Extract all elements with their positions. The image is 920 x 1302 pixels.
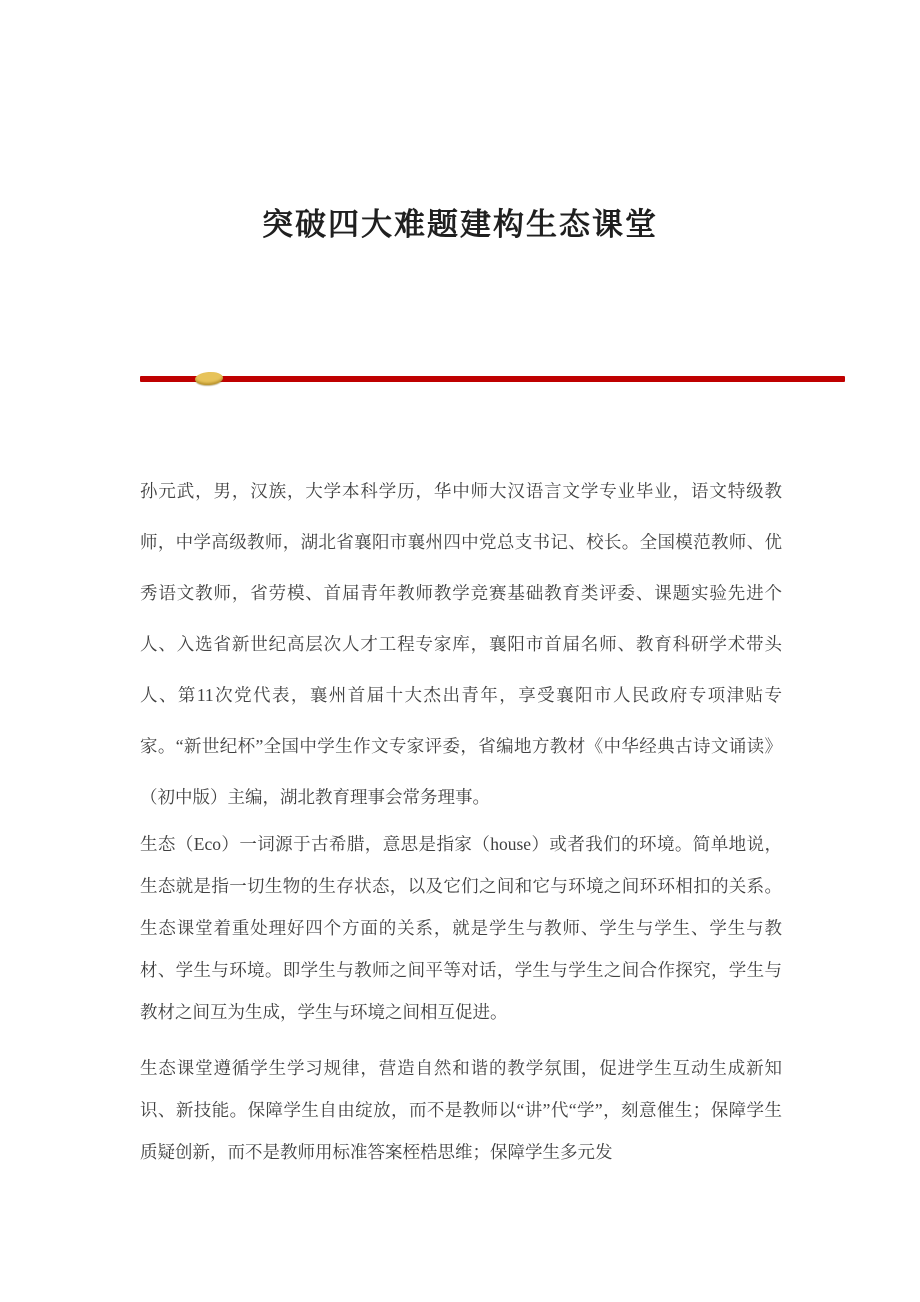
pencil-ornament-icon: [195, 371, 224, 386]
paragraph-eco-definition: 生态（Eco）一词源于古希腊，意思是指家（house）或者我们的环境。简单地说，生态就是指一切生物的生存状态，以及它们之间和它与环境之间环环相扣的关系。生态课堂着重处理好四个方面的关系，就是学生与教师、学生与学生、学生与教材、学生与环境。即学生与教师之间平等对话，学生与学生之间合作探究，学生与教材之间互为生成，学生与环境之间相互促进。: [140, 834, 782, 1023]
document-title: 突破四大难题建构生态课堂: [262, 207, 658, 242]
title-divider: [140, 376, 845, 382]
paragraph-author-bio: 孙元武，男，汉族，大学本科学历，华中师大汉语言文学专业毕业，语文特级教师，中学高级教师，湖北省襄阳市襄州四中党总支书记、校长。全国模范教师、优秀语文教师，省劳模、首届青年教师教学竞赛基础教育类评委、课题实验先进个人、入选省新世纪高层次人才工程专家库，襄阳市首届名师、教育科研学术带头人、第11次党代表，襄州首届十大杰出青年，享受襄阳市人民政府专项津贴专家。“新世纪杯”全国中学生作文专家评委，省编地方教材《中华经典古诗文诵读》（初中版）主编，湖北教育理事会常务理事。: [140, 481, 782, 808]
paragraph-eco-classroom: 生态课堂遵循学生学习规律，营造自然和谐的教学氛围，促进学生互动生成新知识、新技能。保障学生自由绽放，而不是教师以“讲”代“学”，刻意催生；保障学生质疑创新，而不是教师用标准答案桎梏思维；保障学生多元发: [140, 1058, 782, 1163]
document-body: [140, 466, 782, 1173]
